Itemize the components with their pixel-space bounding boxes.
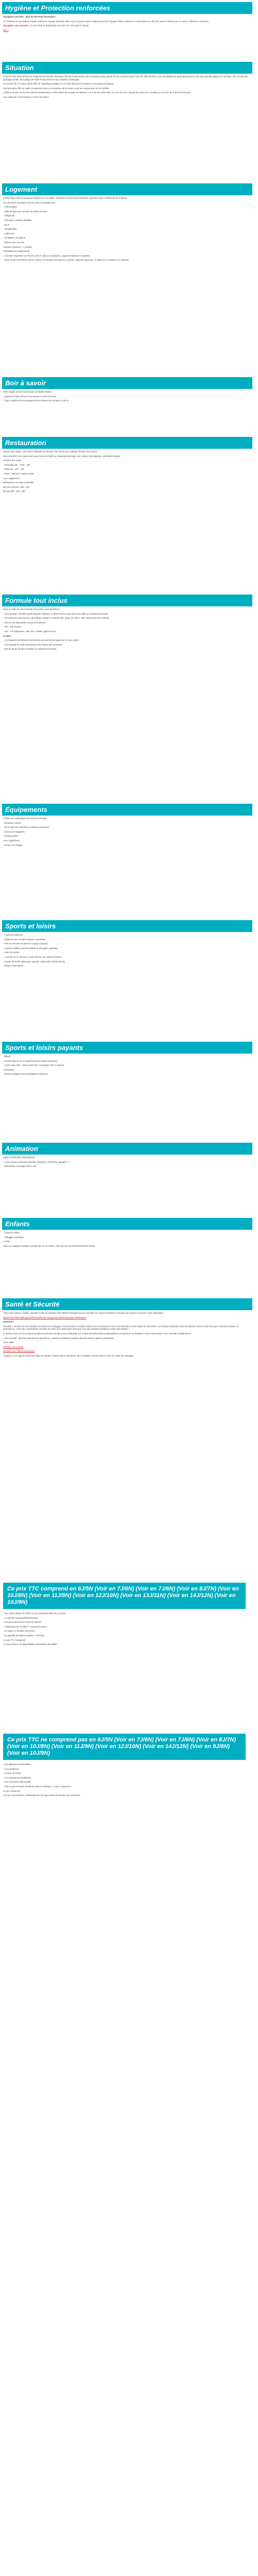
- sports-payants-item: - Centre Spa Vital : sauna, hammam, massages, bain à remous: [3, 1064, 64, 1067]
- logement-item: - Télévision (chaînes satellite): [3, 218, 32, 222]
- enfants-p2: Suite à la situation sanitaire actuelle liée au COVID19, l'aire de jeux est momentanément fermée.: [3, 1244, 96, 1247]
- sports-item: - Prêt de serviette de piscine et plage (caution): [3, 942, 48, 945]
- section-header-bon-a-savoir: Boir à savoir: [2, 377, 252, 389]
- section-header-sports-loisirs: Sports et loisirs: [2, 920, 252, 932]
- section-header-sports-payants: Sports et loisirs payants: [2, 1042, 252, 1054]
- price-includes-item: - Le séjour en formule Tout Inclus: [3, 1630, 35, 1633]
- price-excludes-item: - La taxe de séjour: [3, 1772, 21, 1775]
- section-header-equipements: Équipements: [2, 804, 252, 816]
- price-excludes-p1: Le prix comprend :: [3, 1789, 21, 1792]
- equipements-item: - Réception 24h/24: [3, 821, 22, 824]
- logement-item: - 2 lits simples: [3, 206, 17, 209]
- sante-p3: À titre indicatif : dans le contexte de la pandémie, certaines conditions requises peuvent évoluer après la publication.: [3, 1336, 115, 1340]
- tout-inclus-item: - des boissons sans alcool et alcoolisées locales à volonté (eau, soda, vin, bière, café, thé) au bar de la piscine: [3, 617, 109, 620]
- section-price-excludes: [0, 1763, 254, 1892]
- non-vaccinated-heading: Voyageurs non vaccinés :: [3, 24, 30, 27]
- section-bon-a-savoir: [0, 391, 254, 437]
- price-excludes-item: - Les dépenses personnelles: [3, 1763, 31, 1766]
- bon-a-savoir-p2: - Départ en hôtel (25/12) et du Nouvel An (31/12) inclus.: [3, 395, 57, 398]
- section-sports-loisirs: [0, 934, 254, 1042]
- sports-payants-p2: - Sports nautiques avec prestataires extérieurs: [3, 1073, 48, 1076]
- logement-item: - Ventilateur de plafond: [3, 236, 26, 240]
- equipements-item: - Service de bagagerie: [3, 830, 25, 833]
- sports-payants-item: - Fitness (pré-accès au gratuit pour les clients Premium): [3, 1059, 57, 1062]
- logement-item: - Climatisation: [3, 228, 17, 231]
- price-includes-p1: Ce prix TTC comprend :: [3, 1638, 26, 1641]
- price-excludes-item: - Tout ce qui n'est pas mentionné dans la rubrique « ce prix comprend »: [3, 1785, 72, 1788]
- sante-attention-title: Attention !: [3, 1320, 14, 1324]
- price-excludes-item: - Les pourboires: [3, 1767, 19, 1770]
- situation-p5: Lien rapide de Fuerteventura à 10 km de l'hôtel.: [3, 95, 49, 98]
- price-includes-item: - L'hébergement en hôtel 4* (normes locales): [3, 1625, 46, 1628]
- section-header-enfants: Enfants: [2, 1218, 252, 1230]
- section-sante: [0, 1312, 254, 1580]
- sports-payants-p1: À proximité :: [3, 1068, 15, 1071]
- restauration-hours: - Dîner : 18h-21h / 18h30-21h30: [3, 472, 34, 475]
- logement-item: - Salle de bain avec douche et sèche-cheveux: [3, 210, 47, 213]
- price-includes-item: - Le transfert aéroport/hôtel/aéroport: [3, 1616, 38, 1619]
- section-header-animation: Animation: [2, 1143, 252, 1155]
- situation-p4: L'hôtel se trouve sur la côte sud de Fuerteventura, à 900 mètres de la plage de Matorral, à 1,5 km du centre-ville, à 21 km du Parc naturel des dunes de Corralejo, et à 52 km de Puerto del Rosario.: [3, 91, 191, 94]
- sante-link-ministere-affaires[interactable]: Ministère des Affaires Étrangères: [3, 1350, 35, 1353]
- section-header-tout-inclus: Formule tout inclus: [2, 595, 252, 606]
- logement-capacity: Capacité maximum : 2 adultes: [3, 245, 33, 248]
- price-excludes-p2: Les vols, les transferts, l'hébergement, les repas selon la formule, les excursions.: [3, 1794, 81, 1797]
- tout-inclus-p1: Dans le cadre de votre formule Tout Inclus, vous bénéficiez :: [3, 608, 61, 611]
- section-restauration: [0, 450, 254, 595]
- equipements-item: - Parking public: [3, 835, 18, 838]
- section-sports-payants: [0, 1055, 254, 1143]
- section-header-restauration: Restauration: [2, 437, 252, 449]
- price-includes-item: - La garantie annulation Ajustée + Premium: [3, 1634, 45, 1637]
- sports-payants-item: - Billard: [3, 1055, 11, 1058]
- logement-p4: - Chambre Standard Vue Piscine (25 m², balcon vue piscine, capacité maximum 2 adultes): [3, 254, 90, 257]
- see-more-link[interactable]: Voir »: [3, 28, 9, 31]
- situation-p3: Fuerteventura offre un cadre exceptionnel pour les amoureux de la nature, pour les randonneurs et les familles.: [3, 87, 110, 90]
- restauration-p3: Horaires des repas :: [3, 459, 23, 462]
- bon-a-savoir-p1: Hôtel adapté pour les personnes à mobilité réduite.: [3, 391, 52, 393]
- section-tout-inclus: [0, 608, 254, 804]
- tout-inclus-item: - 15h - 17h pâtisseries, café, thé, cookies, glaces et jus: [3, 630, 56, 633]
- section-header-situation: Situation: [2, 62, 252, 74]
- page: [0, 2, 258, 1892]
- section-situation: [0, 75, 254, 183]
- logement-p3: Possibilité (en supplément) :: [3, 250, 30, 253]
- tout-inclus-note-title: À noter :: [3, 634, 12, 637]
- animation-p1: Équipe d'animation internationale: [3, 1156, 35, 1159]
- section-header-hygiene: Hygiène et Protection renforcées: [2, 2, 252, 14]
- logement-p2: Les chambres Standard Vue Rue (25 m²) équipées de :: [3, 201, 56, 204]
- tout-inclus-item: - des en-cas disponibles au bar de la piscine :: [3, 621, 47, 624]
- price-includes-item: - Les taxes aériennes et frais de dossier: [3, 1621, 42, 1624]
- price-excludes-callout: Ce prix TTC ne comprend pas en 6J/5N (Voir en 7J/6N) (Voir en 7J/6N) (Voir en 8J/7N) (Voir en 10J/8N) (Voir en 11J/9N) (Voir en 12J/10N) (Voir en 14J/12N) (Voir en 9J/8N) (Voir en 10J/9N): [3, 1734, 246, 1760]
- equipements-item: - Wi-Fi dans les chambres et parties communes: [3, 826, 49, 829]
- sante-p2: Le présent avis sur les mesures sanitaires présentés de façon non exhaustive sur la base des informations disponibles au moment de sa rédaction. Nous vous invitons à les consulter régulièrement.: [3, 1332, 192, 1335]
- sante-link-ministere-sante[interactable]: Ministère de la Santé: [3, 1345, 24, 1348]
- bon-a-savoir-p3: - Ligne régulière de bus passant par les Dunes de Corralejo à 200 m.: [3, 399, 70, 402]
- sante-link-diplomatie[interactable]: https://www.diplomatie.gouv.fr/fr/conseils-aux-voyageurs/conseils-par-pays-destination/: [3, 1316, 86, 1319]
- logement-item: - Wi-Fi: [3, 223, 10, 226]
- restauration-hours: - Déjeuner : 13h - 15h: [3, 468, 24, 471]
- non-vaccinated-body: Un test PCR ou antigénique de moins de 72h avant le départ.: [30, 24, 89, 27]
- sports-item: - 1 piscine dédiée pour les enfants et toboggan aquatique: [3, 946, 58, 950]
- logement-p5: - Suite Junior Vue Piscine (35 m², balcon ou terrasse vue piscine ou jardin, capacité maximum : 3 adultes ou 2 adultes et 2 enfants): [3, 259, 129, 262]
- animation-p2: - Cours et jeux la journée (aérobic, waterpolo, stretching, aquagym...): [3, 1160, 70, 1163]
- equipements-item2: - Service de change: [3, 843, 23, 846]
- vaccinated-heading: Voyageurs vaccinés : plus de test PCR nécessaire !: [3, 15, 56, 18]
- sante-p5: Tradition, il est rappelé qu'aucune ligne du monde n'assure pas le personnel. Être considéré comme étant à l'abri du risque de contagion.: [3, 1354, 134, 1357]
- vaccinated-body: Un certificat de vaccination complet suffit pour voyager (dernière dose reçue 14 jours avant le départ) pour les Voyages Pleins Horizons et Autocarisines et 28 jours avant le départ pour le vaccin Johnson & Johnson).: [3, 20, 209, 23]
- enfants-item: - 1 piscine enfant: [3, 1231, 20, 1234]
- section-equipements: [0, 817, 254, 920]
- logement-item: - Balcon avec vue rue: [3, 241, 24, 244]
- price-includes-callout: Ce prix TTC comprend en 6J/5N (Voir en 7J/6N) (Voir en 7J/6N) (Voir en 8J/7N) (Voir en 10J/8N) (Voir en 11J/9N) (Voir en 12J/10N) (Voir en 13J/11N) (Voir en 14J/12N) (Voir en 10J/9N): [3, 1583, 246, 1609]
- restauration-p6: Bar de la piscine: 10h - 23h: [3, 485, 29, 488]
- logement-p1: L'hôtel Playa Park (Cassiopea) dispose de 173 unités, modernes et récemment rénovées, réparties dans 4 bâtiments de 2 étages.: [3, 197, 128, 199]
- enfants-item: - Toboggan aquatique: [3, 1235, 24, 1239]
- logement-item: - Coffre-fort: [3, 232, 14, 235]
- section-logement: [0, 197, 254, 377]
- price-includes-item: - Les vols au départ de Paris ou des principales villes de province: [3, 1612, 66, 1615]
- sante-p1: Avant votre départ, veuillez consulter le site du ministère des Affaires étrangères pour connaître les risques sanitaires éventuels qui peuvent concerner votre destination :: [3, 1312, 165, 1314]
- logement-item: - Téléphone: [3, 214, 15, 217]
- price-excludes-item: - Les excursions optionnelles: [3, 1781, 31, 1784]
- situation-p1: À 100 km des côtes africaines, baignées par l'Océan Atlantique, l'île de Fuerteventura est la deuxième plus grande île des Canaries après Tenerife. Elle bénéficie d'un ensoleillement quasi permanent et des plus grandes plages de l'archipel. On y trouve des paysages variés, de la plage de sable fin aux dunes et aux massifs volcaniques.: [3, 75, 248, 81]
- section-price-includes: [0, 1612, 254, 1731]
- tout-inclus-note: - Les boissons alcoolisées sont servies aux personnes âgées de 18 ans et plus: [3, 639, 79, 642]
- restauration-p1: Durant votre séjour, vous serez hébergés en formule Tout Inclus (voir rubrique formule Tout Inclus).: [3, 450, 98, 453]
- section-animation: [0, 1156, 254, 1218]
- section-enfants: [0, 1231, 254, 1298]
- section-header-sante: Santé et Sécurité: [2, 1298, 252, 1310]
- sports-item: - 1 piscine extérieure: [3, 934, 23, 936]
- equipements-p1: L'hôtel met à disposition les services suivants :: [3, 817, 48, 820]
- sports-item: - 1 piscine sur le toit avec accès réservé aux clients Premium: [3, 955, 62, 958]
- tout-inclus-item: - de la pension complète (petit-déjeuner, déjeuner et dîner) servie sous forme de buffet au restaurant principal: [3, 612, 108, 615]
- sante-attention: Attention ! "Aucune de vos activités de loisirs sur les bagages n'est assurée et certain d'entre eux ne sont pas encore recommandés ou font l'objet de restrictions. Les risques sanitaires et/ou sécuritaires varient selon les pays et peuvent évoluer en permanence. Il est donc impératif de consulter les sites de la destination ainsi que ceux des autorités sanitaires avant votre départ.": [3, 1325, 239, 1331]
- restauration-p2: Vous prendrez vos repas servis sous forme de buffet au restaurant principal. Une cuisine internationale, spécialités locales.: [3, 454, 121, 457]
- restauration-p4: Avec supplément :: [3, 477, 21, 480]
- restauration-p5: Restaurant à la Carte (Tonnelle): [3, 481, 34, 484]
- sports-item: - Solarium avec chaises longues et parasols: [3, 938, 45, 941]
- sante-p4: Liens utiles :: [3, 1341, 15, 1344]
- sports-item: - Terrain de tennis, pétanque, squash, volley-ball, football, fitness: [3, 960, 66, 963]
- equipements-p2: Avec supplément :: [3, 839, 21, 842]
- sports-beach: - Plage à 900 mètres: [3, 964, 23, 968]
- enfants-p1: À noter :: [3, 1240, 11, 1243]
- price-includes-p2: (*) Sous réserve de disponibilité et d'émission des billets: [3, 1643, 57, 1646]
- tout-inclus-note: - Il est interdit de sortir les boissons alcoolisées des enceintes: [3, 643, 62, 646]
- sports-item: - Jeux de société: [3, 951, 20, 954]
- animation-p3: - Spectacles et musique live le soir: [3, 1165, 37, 1168]
- price-excludes-item: - Les assurances facultatives: [3, 1776, 31, 1779]
- restauration-hours: - Petit-déjeuner : 7h30 - 10h: [3, 463, 30, 466]
- situation-p2: Au sud de l'île, le Costa Calma offre de magnifiques plages et un cadre idéal pour la détente et les sports nautiques.: [3, 82, 115, 86]
- tout-inclus-item: - 10h - 12h snacks: [3, 625, 21, 629]
- tout-inclus-note: - Pas de tenue de bain acceptée au restaurant principal: [3, 648, 56, 651]
- section-hygiene: [0, 15, 254, 62]
- restauration-p7: Bar du café : 20h - 23h: [3, 490, 25, 493]
- section-header-logement: Logement: [2, 183, 252, 195]
